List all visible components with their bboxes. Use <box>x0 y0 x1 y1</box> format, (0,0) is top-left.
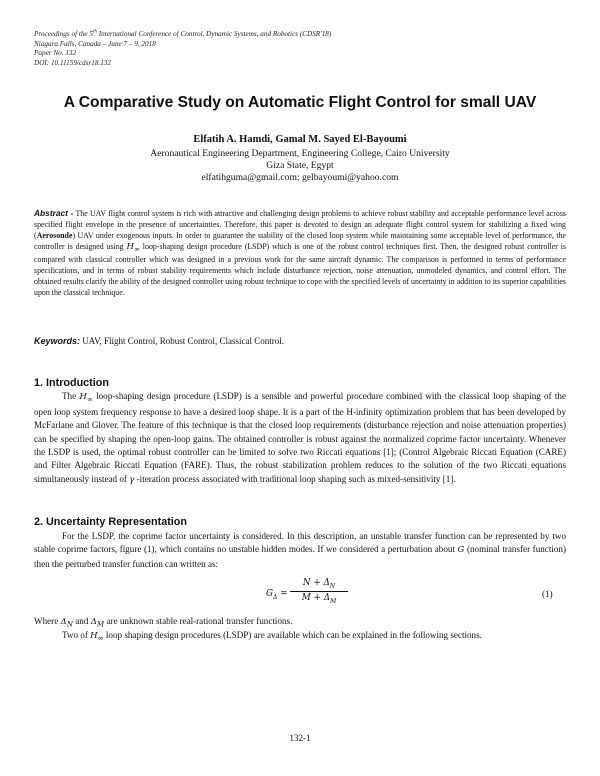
abstract: Abstract - The UAV flight control system is rich with attractive and challenging design problems to achieve robust stability and acceptable performance level across specified flight envelope in the presence of uncertainties. Therefore, this paper is devoted to design an adequate flight control system for stabilizing a fixed wing (Aerosonde) UAV under exogenous inputs. In order to guarantee the stability of the closed loop system while maintaining some acceptable level of performance, the controller is designed using $H_\infty$ loop-shaping design procedure (LSDP) which is one of the robust control techniques first. Then, the designed robust controller is compared with classical controller which was designed in a previous work for the same aircraft dynamic. The comparison is performed in terms of performance specifications, and in terms of robust stability requirements which include disturbance rejection, noise attenuation, unmodeled dynamics, and control effort. The obtained results clarify the ability of the designed controller using robust technique to cope with the specified levels of uncertainty in addition to its superior capabilities upon the classical technique. <box>34 208 566 298</box>
gamma-symbol: γ <box>129 474 135 485</box>
section-1-paragraph: The $H_\infty$ loop-shaping design procedure (LSDP) is a sensible and powerful procedure combined with the classical loop shaping of the open loop system frequency response to have a desired loop shape. It is a part of the H-infinity optimization problem that has been developed by McFarlane and Glover. The feature of this technique is that the closed loop requirements (disturbance rejection and noise attenuation properties) can be specified by shaping the open-loop gains. The obtained controller is robust against the normalized coprime factor uncertainty. Whenever the LSDP is used, the optimal robust controller can be limited to solve two Riccati equations [1]; (Control Algebraic Riccati Equation (CARE) and Filter Algebraic Riccati Equation (FARE). Thus, the robust stabilization problem reduces to the solution of the two Riccati equations simultaneously instead of γ -iteration process associated with traditional loop shaping such as mixed-sensitivity [1]. <box>34 391 566 485</box>
page-number: 132-1 <box>289 733 311 743</box>
h-infinity-symbol: $H_\infty$ <box>126 241 140 254</box>
proceedings-header <box>34 30 331 68</box>
where-line: Where $\Delta_N$ and $\Delta_M$ are unknown stable real-rational transfer functions. <box>34 616 293 629</box>
affiliation <box>0 148 600 183</box>
equation-denominator: $M + \Delta_M$ <box>301 592 337 605</box>
equation-lhs: $G_\Delta$ = <box>266 589 288 601</box>
keywords: Keywords: UAV, Flight Control, Robust Control, Classical Control. <box>34 336 284 346</box>
section-1-heading: 1. Introduction <box>34 377 109 389</box>
author-emails: elfatihguma@gmail.com; gelbayoumi@yahoo.com <box>201 171 399 183</box>
section-2-paragraph: For the LSDP, the coprime factor uncertainty is considered. In this description, an unstable transfer function can be represented by two stable coprime factors, figure (1), which contains no unstable hidden modes. If we considered a perturbation about G (nominal transfer function) then the perturbed transfer function can written as: <box>34 531 566 569</box>
equation-fraction <box>290 578 348 605</box>
lsdp-intro-line: Two of $H_\infty$ loop shaping design procedures (LSDP) are available which can be explained in the following sections. <box>62 630 482 643</box>
h-infinity-symbol: $H_\infty$ <box>90 631 104 643</box>
header-line-2: Niagara Falls, Canada – June 7 – 9, 2018 <box>34 39 156 48</box>
section-2-heading: 2. Uncertainty Representation <box>34 516 187 528</box>
equation-1 <box>0 578 600 612</box>
paper-title: A Comparative Study on Automatic Flight Control for small UAV <box>63 94 537 111</box>
h-infinity-symbol: $H_\infty$ <box>79 392 93 404</box>
affiliation-department: Aeronautical Engineering Department, Engineering College, Cairo University <box>150 148 450 159</box>
abstract-label: Abstract - <box>34 208 74 218</box>
keywords-label: Keywords: <box>34 336 81 346</box>
header-line-3: Paper No. 132 <box>34 49 77 58</box>
header-line-1: Proceedings of the 5th International Conference of Control, Dynamic Systems, and Robotics (CDSR'18) <box>34 29 332 38</box>
authors: Elfatih A. Hamdi, Gamal M. Sayed El-Bayoumi <box>193 134 407 145</box>
equation-numerator: $N + \Delta_N$ <box>290 578 348 592</box>
affiliation-location: Giza State, Egypt <box>266 159 334 171</box>
header-doi: DOI: 10.11159/cdsr18.132 <box>34 58 111 67</box>
equation-number: (1) <box>542 589 553 599</box>
